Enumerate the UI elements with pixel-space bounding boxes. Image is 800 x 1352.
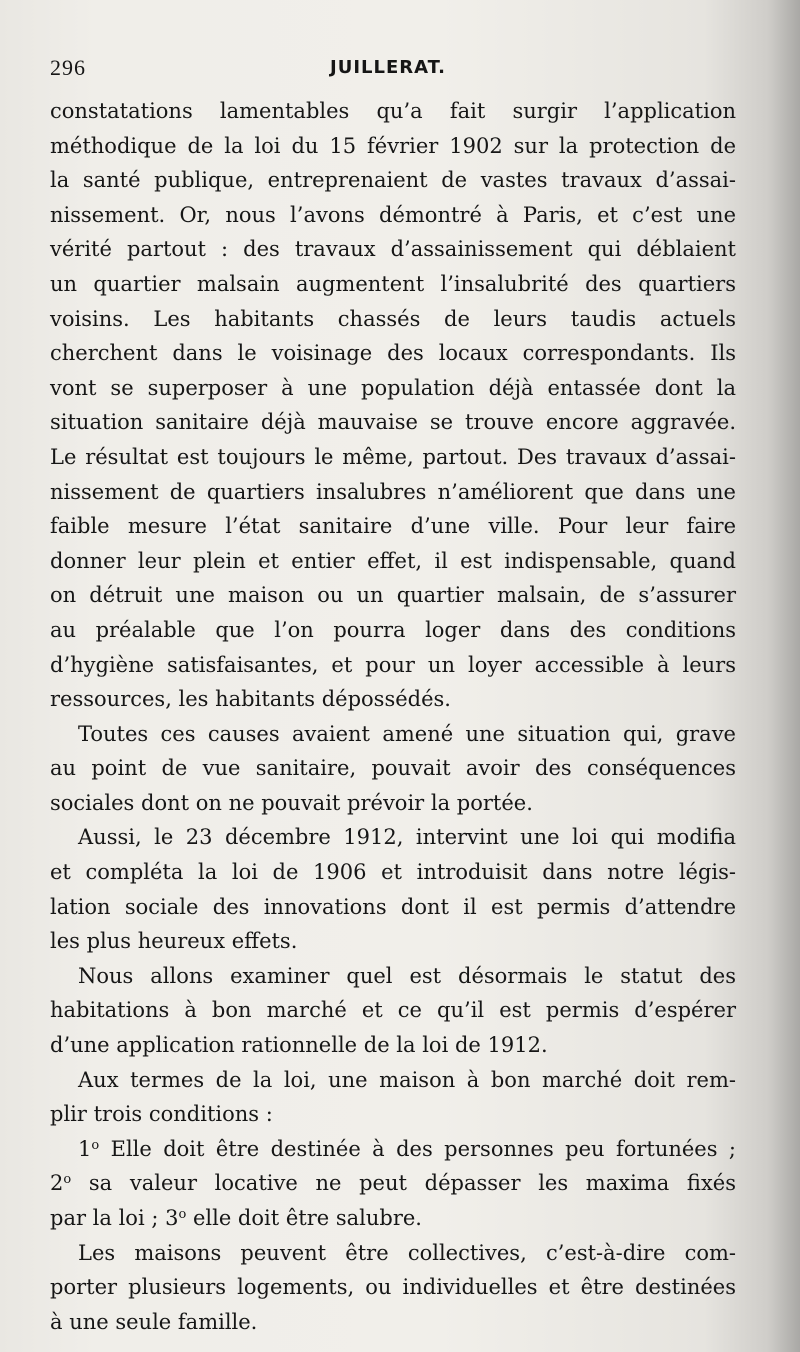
text-line: constatations lamentables qu’a fait surgir l’application: [50, 99, 736, 123]
text-span: Elle doit être destinée à des personnes peu fortunées ;: [99, 1136, 736, 1161]
body-text: [50, 94, 736, 1339]
text-line: [50, 1132, 736, 1167]
ordinal-mark: o: [178, 1207, 187, 1222]
text-line: Aussi, le 23 décembre 1912, intervint une loi qui modifia: [78, 825, 736, 850]
text-line: Toutes ces causes avaient amené une situation qui, grave: [78, 721, 736, 746]
text-line: cherchent dans le voisinage des locaux correspondants. Ils: [50, 341, 736, 366]
text-span: sa valeur locative ne peut dépasser les maxima fixés: [71, 1171, 736, 1196]
text-span: par la loi ; 3: [50, 1206, 179, 1230]
text-line: au préalable que l’on pourra loger dans des conditions: [50, 617, 736, 642]
text-line: [50, 1201, 736, 1236]
text-line: donner leur plein et entier effet, il est indispensable, quand: [50, 548, 736, 573]
running-title: JUILLERAT.: [330, 57, 447, 78]
text-line: voisins. Les habitants chassés de leurs taudis actuels: [50, 306, 736, 331]
ordinal-mark: o: [91, 1137, 100, 1153]
text-line: d’une application rationnelle de la loi de 1912.: [50, 1033, 548, 1058]
list-number: 1: [78, 1136, 92, 1161]
text-span: elle doit être salubre.: [186, 1206, 422, 1230]
page-number: 296: [50, 55, 86, 80]
text-line: faible mesure l’état sanitaire d’une ville. Pour leur faire: [50, 514, 736, 539]
text-line: la santé publique, entreprenaient de vastes travaux d’assai-: [50, 168, 736, 193]
text-line: méthodique de la loi du 15 février 1902 sur la protection de: [50, 133, 736, 158]
text-line: vérité partout : des travaux d’assainissement qui déblaient: [50, 237, 736, 262]
text-line: habitations à bon marché et ce qu’il est permis d’espérer: [50, 998, 736, 1023]
text-line: un quartier malsain augmentent l’insalubrité des quartiers: [50, 271, 736, 296]
ordinal-mark: o: [63, 1172, 72, 1188]
text-line: lation sociale des innovations dont il est permis d’attendre: [50, 894, 736, 919]
text-line: plir trois conditions :: [50, 1102, 273, 1127]
text-line: et compléta la loi de 1906 et introduisit dans notre légis-: [50, 860, 736, 885]
text-line: [50, 1166, 736, 1201]
text-line: situation sanitaire déjà mauvaise se trouve encore aggravée.: [50, 410, 736, 435]
text-line: nissement de quartiers insalubres n’améliorent que dans une: [50, 479, 736, 504]
text-line: Nous allons examiner quel est désormais le statut des: [78, 963, 736, 988]
text-line: d’hygiène satisfaisantes, et pour un loyer accessible à leurs: [50, 652, 736, 677]
text-line: sociales dont on ne pouvait prévoir la portée.: [50, 790, 533, 815]
text-line: Le résultat est toujours le même, partout. Des travaux d’assai-: [50, 444, 736, 469]
text-line: ressources, les habitants dépossédés.: [50, 687, 451, 712]
running-head: [50, 55, 750, 83]
list-number: 2: [50, 1171, 64, 1196]
text-line: Aux termes de la loi, une maison à bon marché doit rem-: [78, 1067, 736, 1092]
text-line: vont se superposer à une population déjà entassée dont la: [50, 375, 736, 400]
text-line: nissement. Or, nous l’avons démontré à Paris, et c’est une: [50, 202, 736, 227]
text-line: au point de vue sanitaire, pouvait avoir des conséquences: [50, 756, 736, 781]
text-line: porter plusieurs logements, ou individuelles et être destinées: [50, 1275, 736, 1300]
text-line: Les maisons peuvent être collectives, c’est-à-dire com-: [78, 1240, 736, 1265]
text-line: les plus heureux effets.: [50, 929, 298, 954]
text-line: on détruit une maison ou un quartier malsain, de s’assurer: [50, 583, 736, 608]
text-line: à une seule famille.: [50, 1309, 258, 1334]
